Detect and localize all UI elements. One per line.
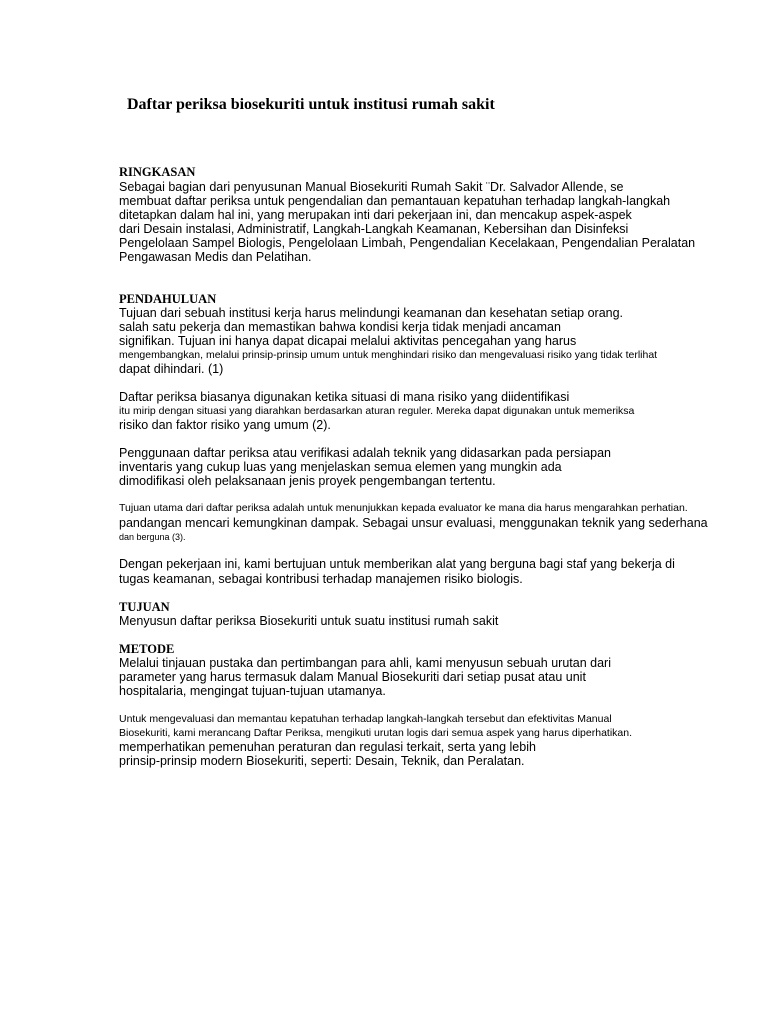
- metode-line: Biosekuriti, kami merancang Daftar Periksa, mengikuti urutan logis dari semua aspek yang harus diperhatikan.: [119, 727, 633, 739]
- pendahuluan-line: dan berguna (3).: [119, 532, 186, 542]
- ringkasan-line: dari Desain instalasi, Administratif, Langkah-Langkah Keamanan, Kebersihan dan Disinfeksi: [119, 222, 629, 236]
- metode-line: parameter yang harus termasuk dalam Manual Biosekuriti dari setiap pusat atau unit: [119, 670, 586, 684]
- metode-line: prinsip-prinsip modern Biosekuriti, seperti: Desain, Teknik, dan Peralatan.: [119, 754, 525, 768]
- pendahuluan-line: inventaris yang cukup luas yang menjelaskan semua elemen yang mungkin ada: [119, 460, 562, 474]
- pendahuluan-line: tugas keamanan, sebagai kontribusi terhadap manajemen risiko biologis.: [119, 572, 523, 586]
- metode-line: hospitalaria, mengingat tujuan-tujuan utamanya.: [119, 684, 386, 698]
- heading-pendahuluan: PENDAHULUAN: [119, 292, 217, 306]
- metode-line: memperhatikan pemenuhan peraturan dan regulasi terkait, serta yang lebih: [119, 740, 536, 754]
- pendahuluan-line: Tujuan dari sebuah institusi kerja harus melindungi keamanan dan kesehatan setiap orang.: [119, 306, 624, 320]
- pendahuluan-line: itu mirip dengan situasi yang diarahkan berdasarkan aturan reguler. Mereka dapat digunakan untuk memeriksa: [119, 405, 635, 417]
- pendahuluan-line: Penggunaan daftar periksa atau verifikasi adalah teknik yang didasarkan pada persiapan: [119, 446, 611, 460]
- pendahuluan-line: salah satu pekerja dan memastikan bahwa kondisi kerja tidak menjadi ancaman: [119, 320, 561, 334]
- ringkasan-line: ditetapkan dalam hal ini, yang merupakan inti dari pekerjaan ini, dan mencakup aspek-aspek: [119, 208, 632, 222]
- heading-ringkasan: RINGKASAN: [119, 165, 196, 179]
- heading-tujuan: TUJUAN: [119, 600, 170, 614]
- pendahuluan-line: Dengan pekerjaan ini, kami bertujuan untuk memberikan alat yang berguna bagi staf yang bekerja di: [119, 557, 675, 571]
- metode-line: Untuk mengevaluasi dan memantau kepatuhan terhadap langkah-langkah tersebut dan efektivitas Manual: [119, 713, 612, 725]
- pendahuluan-line: Tujuan utama dari daftar periksa adalah untuk menunjukkan kepada evaluator ke mana dia harus mengarahkan perhatian.: [119, 502, 688, 514]
- metode-line: Melalui tinjauan pustaka dan pertimbangan para ahli, kami menyusun sebuah urutan dari: [119, 656, 611, 670]
- pendahuluan-line: signifikan. Tujuan ini hanya dapat dicapai melalui aktivitas pencegahan yang harus: [119, 334, 577, 348]
- ringkasan-line: Pengelolaan Sampel Biologis, Pengelolaan Limbah, Pengendalian Kecelakaan, Pengendalian Peralatan: [119, 236, 696, 250]
- ringkasan-line: Sebagai bagian dari penyusunan Manual Biosekuriti Rumah Sakit ¨Dr. Salvador Allende, se: [119, 180, 624, 194]
- tujuan-line: Menyusun daftar periksa Biosekuriti untuk suatu institusi rumah sakit: [119, 614, 499, 628]
- document-title: Daftar periksa biosekuriti untuk institusi rumah sakit: [127, 96, 495, 113]
- ringkasan-line: Pengawasan Medis dan Pelatihan.: [119, 250, 312, 264]
- pendahuluan-line: Daftar periksa biasanya digunakan ketika situasi di mana risiko yang diidentifikasi: [119, 390, 570, 404]
- pendahuluan-line: risiko dan faktor risiko yang umum (2).: [119, 418, 331, 432]
- pendahuluan-line: pandangan mencari kemungkinan dampak. Sebagai unsur evaluasi, menggunakan teknik yang sederhana: [119, 516, 708, 530]
- ringkasan-line: membuat daftar periksa untuk pengendalian dan pemantauan kepatuhan terhadap langkah-langkah: [119, 194, 671, 208]
- heading-metode: METODE: [119, 642, 175, 656]
- pendahuluan-line: mengembangkan, melalui prinsip-prinsip umum untuk menghindari risiko dan mengevaluasi risiko yang tidak terlihat: [119, 349, 658, 361]
- pendahuluan-line: dapat dihindari. (1): [119, 362, 224, 376]
- pendahuluan-line: dimodifikasi oleh pelaksanaan jenis proyek pengembangan tertentu.: [119, 474, 496, 488]
